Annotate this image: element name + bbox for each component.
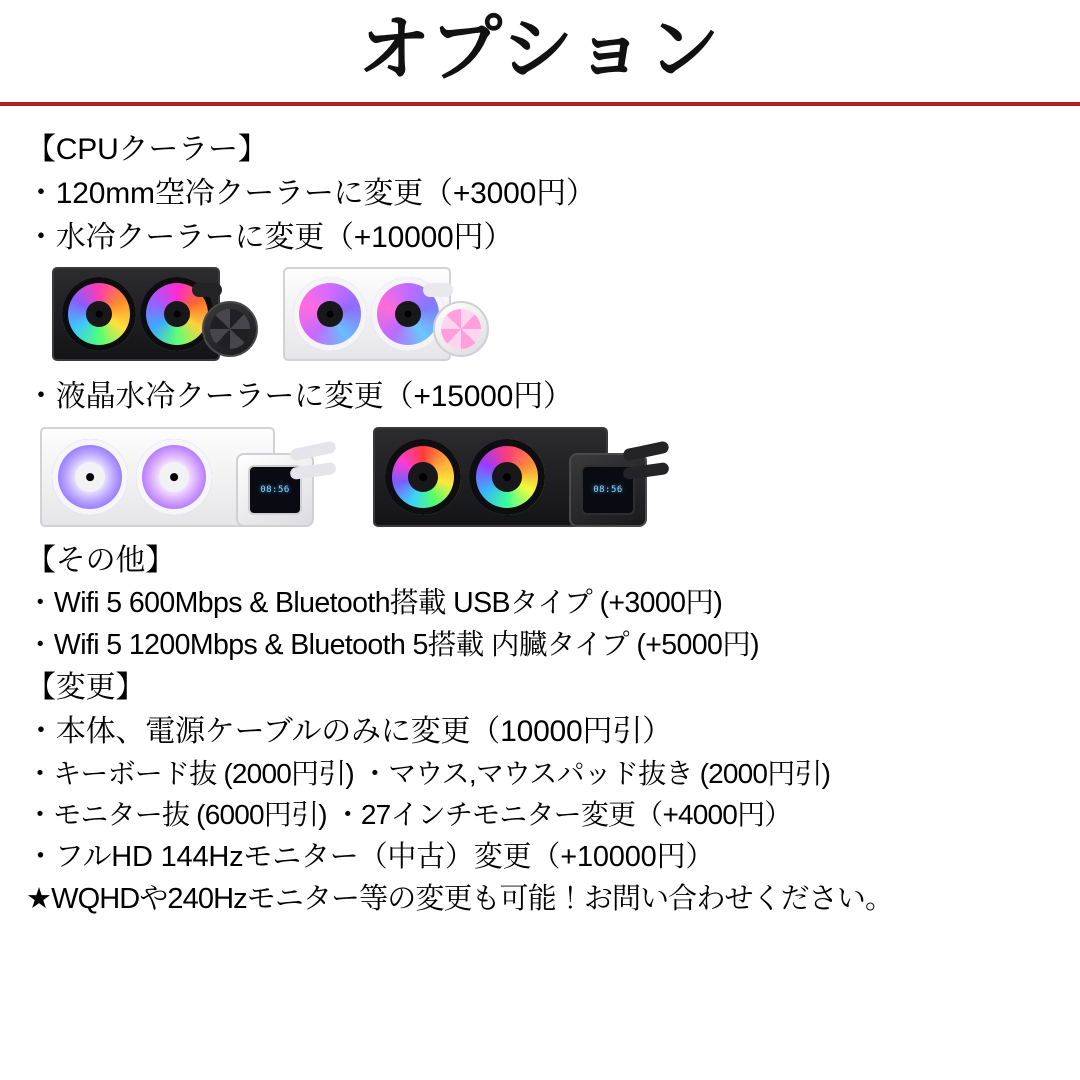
section-heading-change: 【変更】 bbox=[26, 671, 146, 705]
section-heading-other: 【その他】 bbox=[26, 544, 175, 578]
lcd-liquid-cooler-image-row bbox=[40, 427, 1054, 531]
white-aio-liquid-cooler bbox=[283, 267, 488, 367]
black-lcd-aio-liquid-cooler bbox=[373, 427, 688, 531]
page-title: オプション bbox=[358, 10, 722, 90]
liquid-cooler-image-row bbox=[52, 267, 1054, 367]
option-wifi5-1200mbps-internal: ・Wifi 5 1200Mbps & Bluetooth 5搭載 内臓タイプ (+5000円) bbox=[26, 628, 760, 661]
option-fullhd-144hz-monitor: ・フルHD 144Hzモニター（中古）変更（+10000円） bbox=[26, 840, 715, 873]
option-liquid-cooler: ・水冷クーラーに変更（+10000円） bbox=[26, 220, 514, 254]
option-lcd-liquid-cooler: ・液晶水冷クーラーに変更（+15000円） bbox=[26, 380, 573, 414]
black-aio-liquid-cooler bbox=[52, 267, 257, 367]
option-air-cooler-120mm: ・120mm空冷クーラーに変更（+3000円） bbox=[26, 176, 596, 210]
pump-lcd-clock-black: 08:56 bbox=[593, 485, 623, 496]
option-remove-keyboard-mouse: ・キーボード抜 (2000円引) ・マウス,マウスパッド抜き (2000円引) bbox=[26, 757, 831, 789]
white-lcd-aio-liquid-cooler bbox=[40, 427, 355, 531]
footnote-contact-us: ★WQHDや240Hzモニター等の変更も可能！お問い合わせください。 bbox=[26, 882, 894, 915]
pump-lcd-clock-white: 08:56 bbox=[260, 485, 290, 496]
option-wifi5-600mbps-usb: ・Wifi 5 600Mbps & Bluetooth搭載 USBタイプ (+3000円) bbox=[26, 586, 723, 619]
option-remove-monitor-27inch: ・モニター抜 (6000円引) ・27インチモニター変更（+4000円） bbox=[26, 798, 792, 830]
section-heading-cpu-cooler: 【CPUクーラー】 bbox=[26, 133, 268, 166]
option-body-and-power-cable-only: ・本体、電源ケーブルのみに変更（10000円引） bbox=[26, 715, 672, 748]
options-content bbox=[0, 106, 1080, 920]
